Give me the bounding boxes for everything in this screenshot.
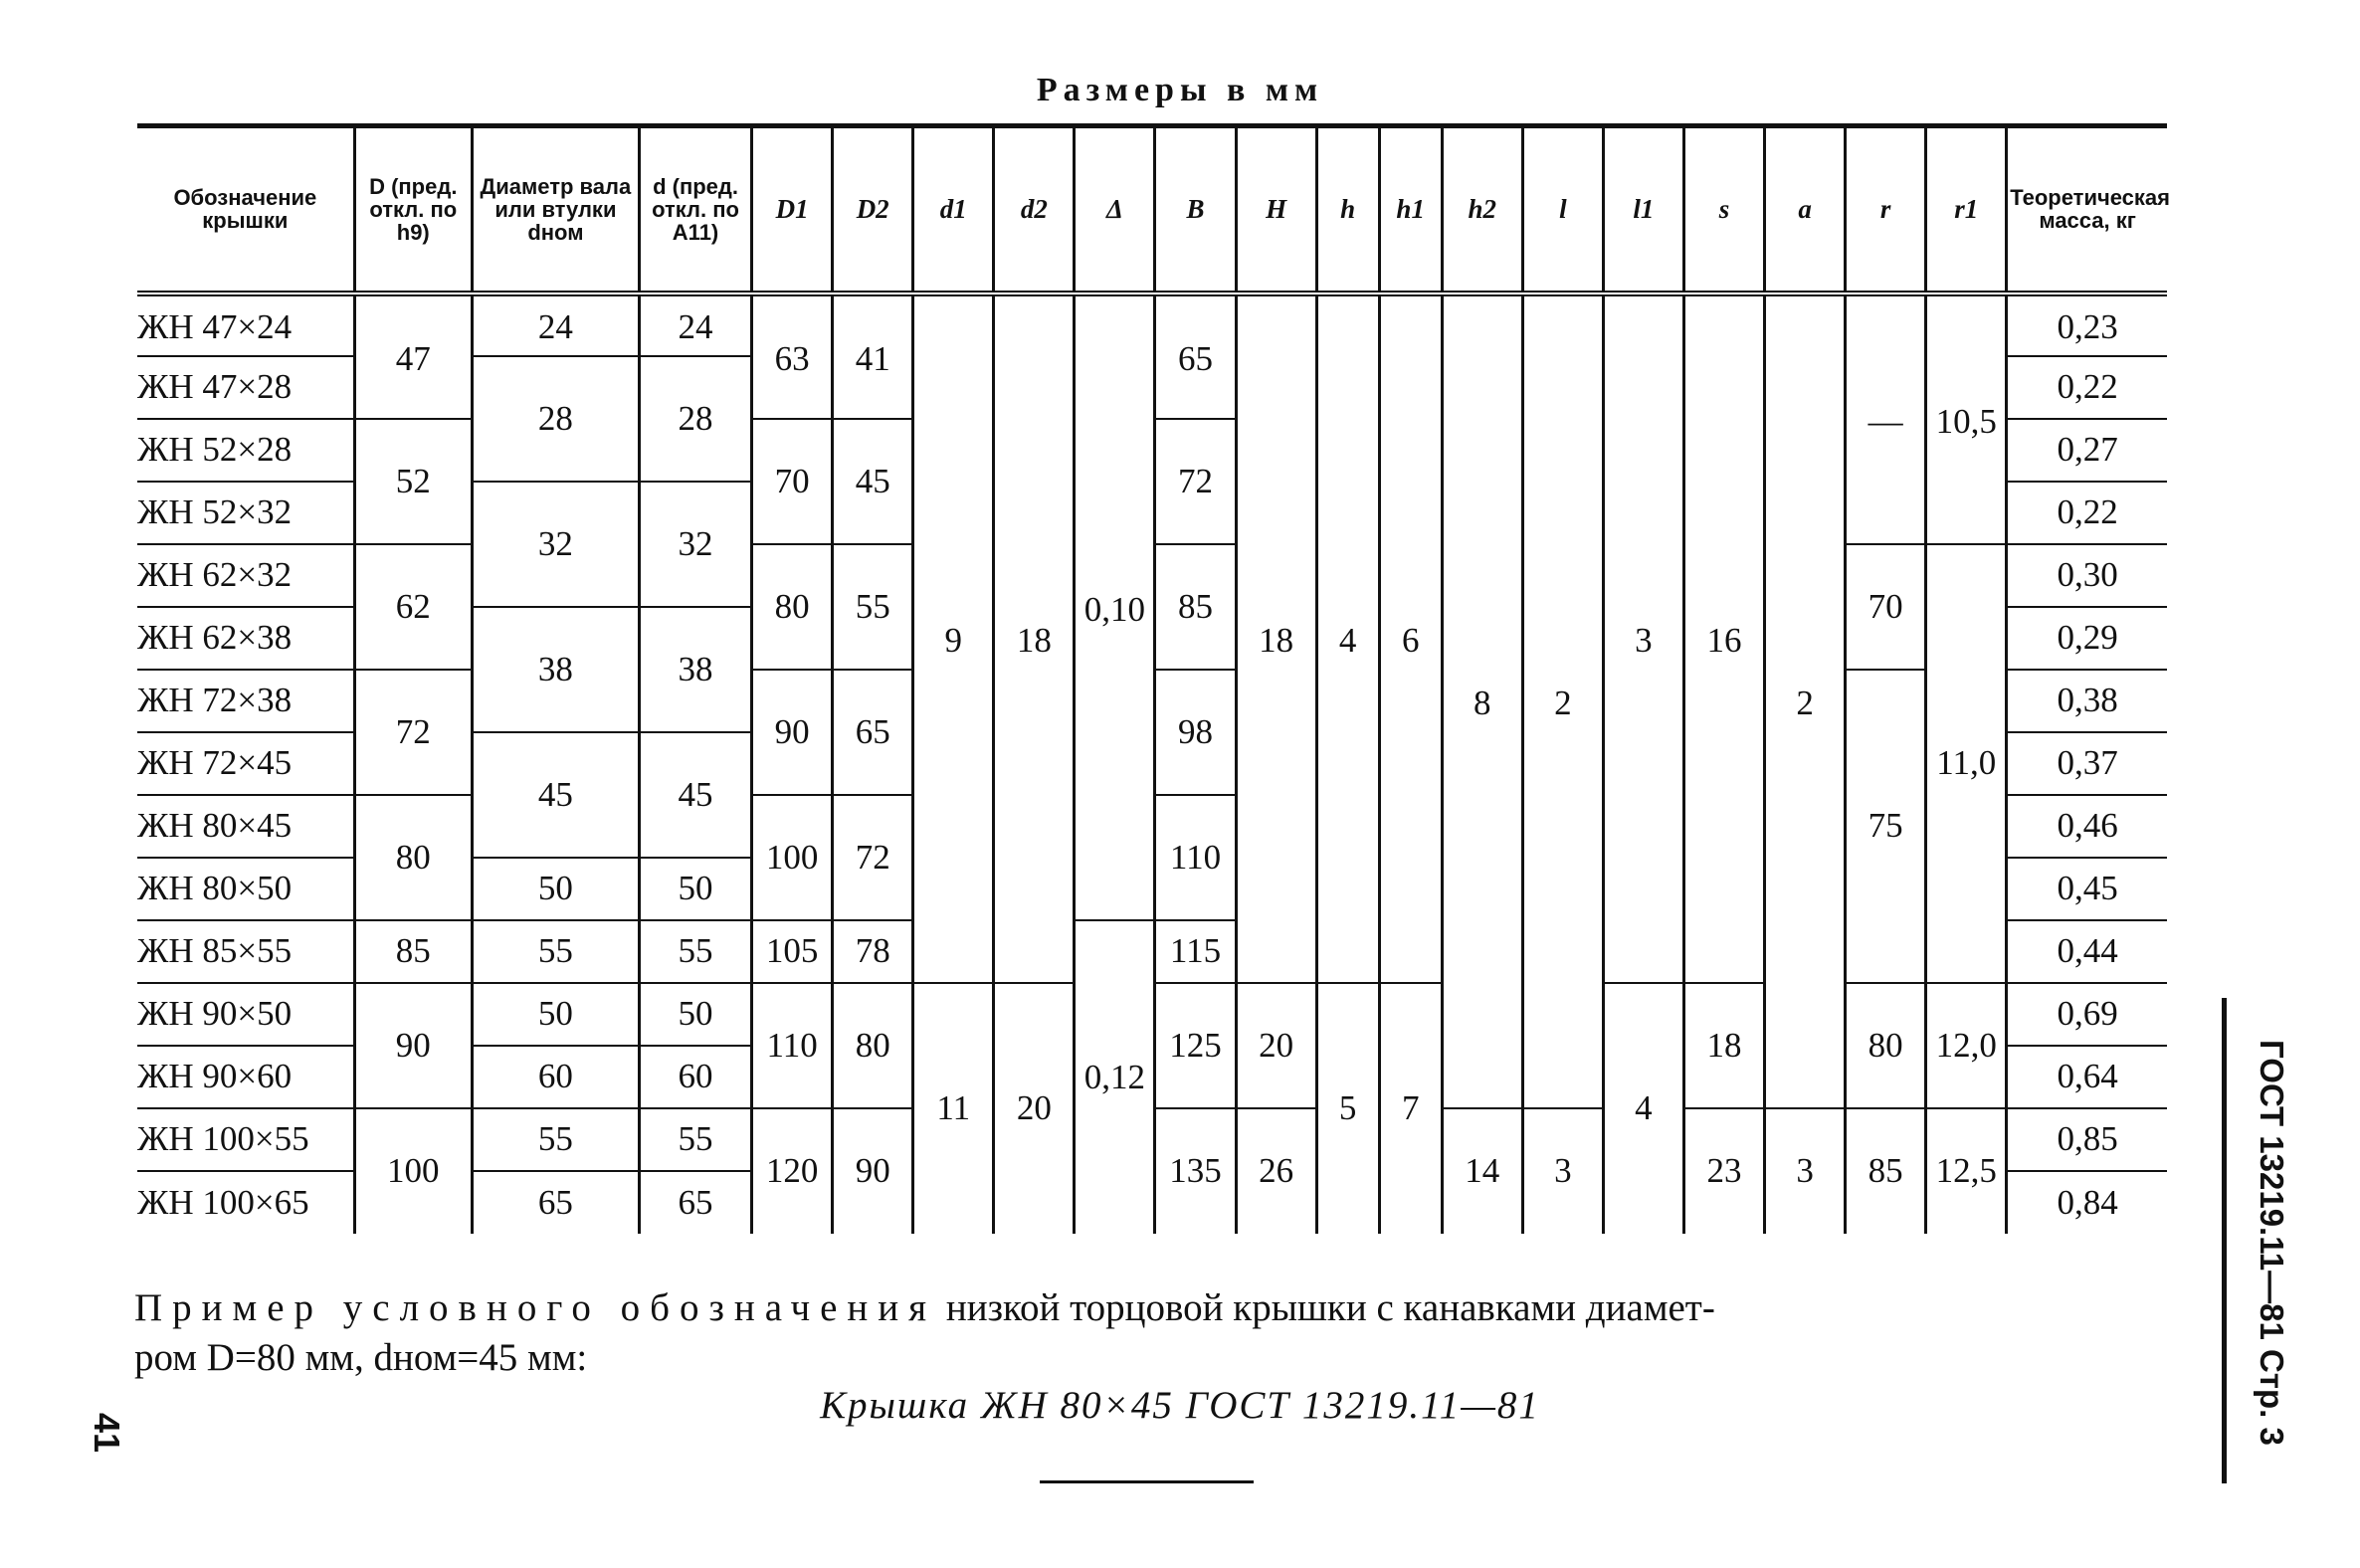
cell-d: 55 (639, 1108, 751, 1171)
cell-D2: 41 (833, 294, 913, 419)
cell-mass: 0,46 (2007, 795, 2167, 858)
row-designation: ЖН 52×28 (137, 419, 354, 482)
cell-D: 85 (354, 920, 472, 983)
col-a: a (1765, 126, 1846, 294)
row-designation: ЖН 100×65 (137, 1182, 309, 1222)
cell-B: 135 (1155, 1108, 1236, 1234)
col-l1: l1 (1603, 126, 1683, 294)
row-designation: ЖН 90×50 (137, 983, 354, 1046)
cell-dnom: 55 (472, 1108, 639, 1171)
example-text-2: ром D=80 мм, dном=45 мм: (134, 1336, 588, 1379)
cell-s: 23 (1683, 1108, 1764, 1234)
cell-mass: 0,45 (2007, 858, 2167, 920)
cell-H: 20 (1236, 983, 1316, 1108)
cell-d: 32 (639, 482, 751, 607)
cell-mass: 0,37 (2007, 732, 2167, 795)
col-mass: Теоретическая масса, кг (2007, 126, 2167, 294)
cell-d: 28 (639, 356, 751, 482)
cell-D: 90 (354, 983, 472, 1108)
cell-h1: 7 (1379, 983, 1442, 1234)
row-designation: ЖН 47×28 (137, 356, 354, 419)
cell-D: 100 (354, 1108, 472, 1234)
col-delta: Δ (1075, 126, 1155, 294)
col-shaft-diameter: Диаметр вала или втулки dном (472, 126, 639, 294)
cell-D2: 90 (833, 1108, 913, 1234)
cell-dnom: 28 (472, 356, 639, 482)
cell-mass: 0,27 (2007, 419, 2167, 482)
col-d2: d2 (994, 126, 1075, 294)
dimensions-table (137, 123, 2171, 1234)
cell-B: 98 (1155, 670, 1236, 795)
cell-r: 75 (1846, 670, 1926, 983)
col-r: r (1846, 126, 1926, 294)
col-H: H (1236, 126, 1316, 294)
table-row (137, 294, 2167, 356)
cell-B: 125 (1155, 983, 1236, 1108)
cell-s: 16 (1683, 294, 1764, 983)
cell-r: — (1846, 294, 1926, 544)
cell-r: 70 (1846, 544, 1926, 670)
cell-D1: 110 (752, 983, 833, 1108)
cell-D: 80 (354, 795, 472, 920)
col-D1: D1 (752, 126, 833, 294)
cell-D2: 72 (833, 795, 913, 920)
cell-D: 52 (354, 419, 472, 544)
cell-dnom: 32 (472, 482, 639, 607)
cell-d1: 11 (913, 983, 994, 1234)
cell-B: 72 (1155, 419, 1236, 544)
cell-delta: 0,12 (1075, 920, 1155, 1234)
cell-D2: 80 (833, 983, 913, 1108)
cell-d: 65 (639, 1171, 751, 1234)
col-h1: h1 (1379, 126, 1442, 294)
cell-mass: 0,22 (2007, 482, 2167, 544)
cell-D2: 65 (833, 670, 913, 795)
cell-h: 4 (1316, 294, 1379, 983)
row-designation: ЖН 62×38 (137, 607, 354, 670)
cell-mass: 0,30 (2007, 544, 2167, 607)
example-designation: Крышка ЖН 80×45 ГОСТ 13219.11—81 (820, 1384, 1540, 1427)
cell-h: 5 (1316, 983, 1379, 1234)
col-B: B (1155, 126, 1236, 294)
cell-a: 3 (1765, 1108, 1846, 1234)
cell-d: 60 (639, 1046, 751, 1108)
row-designation: ЖН 62×32 (137, 544, 354, 607)
cell-D: 62 (354, 544, 472, 670)
cell-D: 47 (354, 294, 472, 419)
col-d1: d1 (913, 126, 994, 294)
cell-D: 72 (354, 670, 472, 795)
row-designation: ЖН 100×55 (137, 1108, 354, 1171)
cell-D1: 63 (752, 294, 833, 419)
cell-B: 110 (1155, 795, 1236, 920)
cell-mass: 0,64 (2007, 1046, 2167, 1108)
cell-B: 65 (1155, 294, 1236, 419)
cell-mass: 0,38 (2007, 670, 2167, 732)
cell-dnom: 65 (472, 1171, 639, 1234)
cell-mass: 0,69 (2007, 983, 2167, 1046)
cell-r1: 11,0 (1926, 544, 2007, 983)
cell-dnom: 50 (472, 983, 639, 1046)
cell-d: 55 (639, 920, 751, 983)
closing-rule (1040, 1480, 1254, 1483)
cell-r1: 12,5 (1926, 1108, 2007, 1234)
cell-h2: 14 (1442, 1108, 1522, 1234)
col-h: h (1316, 126, 1379, 294)
cell-dnom: 38 (472, 607, 639, 732)
table-caption: Размеры в мм (1036, 72, 1324, 108)
row-designation: ЖН 90×60 (137, 1046, 354, 1108)
row-designation: ЖН 80×50 (137, 858, 354, 920)
cell-d: 38 (639, 607, 751, 732)
cell-mass: 0,84 (2007, 1171, 2167, 1234)
cell-l: 3 (1522, 1108, 1603, 1234)
cell-d: 50 (639, 983, 751, 1046)
cell-dnom: 45 (472, 732, 639, 858)
side-label: ГОСТ 13219.11—81 Стр. 3 (2254, 1040, 2290, 1446)
col-h2: h2 (1442, 126, 1522, 294)
col-designation: Обозначение крышки (173, 185, 317, 234)
row-designation: ЖН 85×55 (137, 920, 354, 983)
cell-dnom: 55 (472, 920, 639, 983)
cell-H: 26 (1236, 1108, 1316, 1234)
cell-B: 115 (1155, 920, 1236, 983)
header-row (137, 126, 2167, 294)
cell-mass: 0,85 (2007, 1108, 2167, 1171)
page-number: 41 (87, 1413, 127, 1454)
cell-d2: 20 (994, 983, 1075, 1234)
cell-D1: 100 (752, 795, 833, 920)
example-lead: Пример условного обозначения (134, 1286, 937, 1329)
cell-mass: 0,23 (2007, 294, 2167, 356)
cell-mass: 0,44 (2007, 920, 2167, 983)
cell-dnom: 24 (472, 294, 639, 356)
cell-d: 45 (639, 732, 751, 858)
cell-D1: 105 (752, 920, 833, 983)
cell-dnom: 60 (472, 1046, 639, 1108)
row-designation: ЖН 72×45 (137, 732, 354, 795)
cell-r: 80 (1846, 983, 1926, 1108)
row-designation: ЖН 52×32 (137, 482, 354, 544)
cell-d1: 9 (913, 294, 994, 983)
row-designation: ЖН 72×38 (137, 670, 354, 732)
example-text-1: низкой торцовой крышки с канавками диамет- (936, 1286, 1715, 1329)
cell-r: 85 (1846, 1108, 1926, 1234)
cell-D1: 70 (752, 419, 833, 544)
cell-D1: 90 (752, 670, 833, 795)
cell-d: 50 (639, 858, 751, 920)
col-r1: r1 (1926, 126, 2007, 294)
row-designation: ЖН 80×45 (137, 795, 354, 858)
cell-D2: 78 (833, 920, 913, 983)
cell-D2: 55 (833, 544, 913, 670)
col-l: l (1522, 126, 1603, 294)
cell-l1: 4 (1603, 983, 1683, 1234)
cell-h2: 8 (1442, 294, 1522, 1108)
col-D: D (пред. откл. по h9) (354, 126, 472, 294)
cell-l1: 3 (1603, 294, 1683, 983)
col-s: s (1683, 126, 1764, 294)
cell-r1: 12,0 (1926, 983, 2007, 1108)
example-paragraph (134, 1283, 2164, 1383)
cell-d: 24 (639, 294, 751, 356)
cell-B: 85 (1155, 544, 1236, 670)
col-d: d (пред. откл. по A11) (639, 126, 751, 294)
cell-mass: 0,29 (2007, 607, 2167, 670)
cell-H: 18 (1236, 294, 1316, 983)
cell-delta: 0,10 (1075, 294, 1155, 920)
col-D2: D2 (833, 126, 913, 294)
cell-d2: 18 (994, 294, 1075, 983)
cell-l: 2 (1522, 294, 1603, 1108)
cell-a: 2 (1765, 294, 1846, 1108)
cell-D1: 80 (752, 544, 833, 670)
row-designation: ЖН 47×24 (137, 294, 354, 356)
cell-D1: 120 (752, 1108, 833, 1234)
cell-s: 18 (1683, 983, 1764, 1108)
cell-r1: 10,5 (1926, 294, 2007, 544)
cell-mass: 0,22 (2007, 356, 2167, 419)
side-rule (2222, 998, 2227, 1483)
cell-h1: 6 (1379, 294, 1442, 983)
cell-D2: 45 (833, 419, 913, 544)
cell-dnom: 50 (472, 858, 639, 920)
